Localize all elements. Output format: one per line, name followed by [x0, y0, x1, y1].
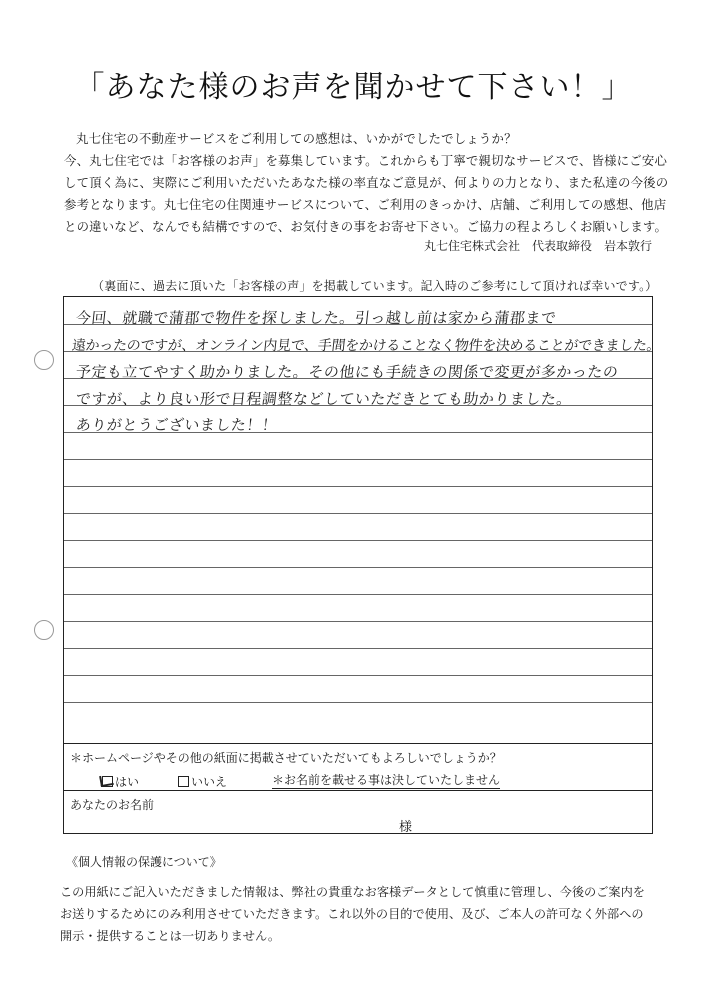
intro-line: 丸七住宅の不動産サービスをご利用しての感想は、いかがでしたでしょうか？ — [76, 131, 517, 146]
handwritten-line: 予定も立てやすく助かりました。その他にも手続きの関係で変更が多かったの — [75, 363, 620, 381]
back-side-notice: （裏面に、過去に頂いた「お客様の声」を掲載しています。記入時のご参考にして頂ければ幸いです。） — [92, 279, 658, 293]
ruled-line — [64, 378, 652, 379]
intro-text — [64, 128, 669, 238]
checkbox-yes[interactable] — [102, 776, 113, 787]
option-no[interactable] — [178, 773, 227, 790]
punch-hole-bottom — [34, 620, 54, 640]
signer: 丸七住宅株式会社 代表取締役 岩本敦行 — [423, 239, 652, 253]
page-title: 「あなた様のお声を聞かせて下さい！」 — [74, 70, 633, 105]
ruled-line — [64, 513, 652, 514]
option-yes[interactable] — [102, 773, 139, 790]
ruled-line — [64, 675, 652, 676]
privacy-text — [60, 881, 660, 947]
option-no-label: いいえ — [191, 775, 228, 789]
ruled-line — [64, 702, 652, 703]
ruled-line — [64, 594, 652, 595]
privacy-line: この用紙にご記入いただきました情報は、弊社の貴重なお客様データとして慎重に管理し、今後のご案内を — [60, 885, 645, 899]
permission-question: ＊ホームページやその他の紙面に掲載させていただいてもよろしいでしょうか？ — [70, 751, 502, 765]
ruled-line — [64, 621, 652, 622]
ruled-line — [64, 432, 652, 433]
handwritten-line: ありがとうございました！！ — [75, 416, 279, 434]
ruled-line — [64, 648, 652, 649]
intro-line: 参考となります。丸七住宅の住関連サービスについて、ご利用のきっかけ、店舗、ご利用しての感想、他店 — [64, 197, 667, 212]
punch-hole-top — [34, 350, 54, 370]
honorific: 様 — [399, 820, 413, 835]
ruled-line — [64, 459, 652, 460]
ruled-line — [64, 405, 652, 406]
privacy-title: 《個人情報の保護について》 — [66, 855, 222, 869]
ruled-line — [64, 351, 652, 352]
privacy-line: 開示・提供することは一切ありません。 — [60, 929, 281, 943]
handwritten-line: 遠かったのですが、オンライン内見で、手間をかけることなく物件を決めることができました。 — [71, 338, 662, 354]
ruled-line — [64, 743, 652, 744]
intro-line: 今、丸七住宅では「お客様のお声」を募集しています。これからも丁寧で親切なサービスで、皆様にご安心 — [64, 153, 668, 168]
handwritten-line: 今回、就職で蒲郡で物件を探しました。引っ越し前は家から蒲郡まで — [75, 309, 558, 327]
name-privacy-note: ＊お名前を載せる事は決していたしません — [272, 773, 501, 787]
ruled-line — [64, 486, 652, 487]
ruled-line — [64, 540, 652, 541]
privacy-line: お送りするためにのみ利用させていただきます。これ以外の目的で使用、及び、ご本人の許可なく外部への — [60, 907, 644, 921]
intro-line: して頂く為に、実際にご利用いただいたあなた様の率直なご意見が、何よりの力となり、また私達の今後の — [64, 175, 669, 190]
checkbox-no[interactable] — [178, 776, 189, 787]
intro-line: との違いなど、なんでも結構ですので、お気付きの事をお寄せ下さい。ご協力の程よろしくお願いします。 — [64, 219, 668, 234]
ruled-line — [64, 324, 652, 325]
feedback-form — [63, 296, 662, 835]
option-yes-label: はい — [115, 775, 140, 789]
ruled-line — [64, 567, 652, 568]
name-label: あなたのお名前 — [70, 798, 155, 812]
ruled-line — [64, 790, 652, 791]
handwritten-line: ですが、より良い形で日程調整などしていただきとても助かりました。 — [75, 390, 573, 408]
